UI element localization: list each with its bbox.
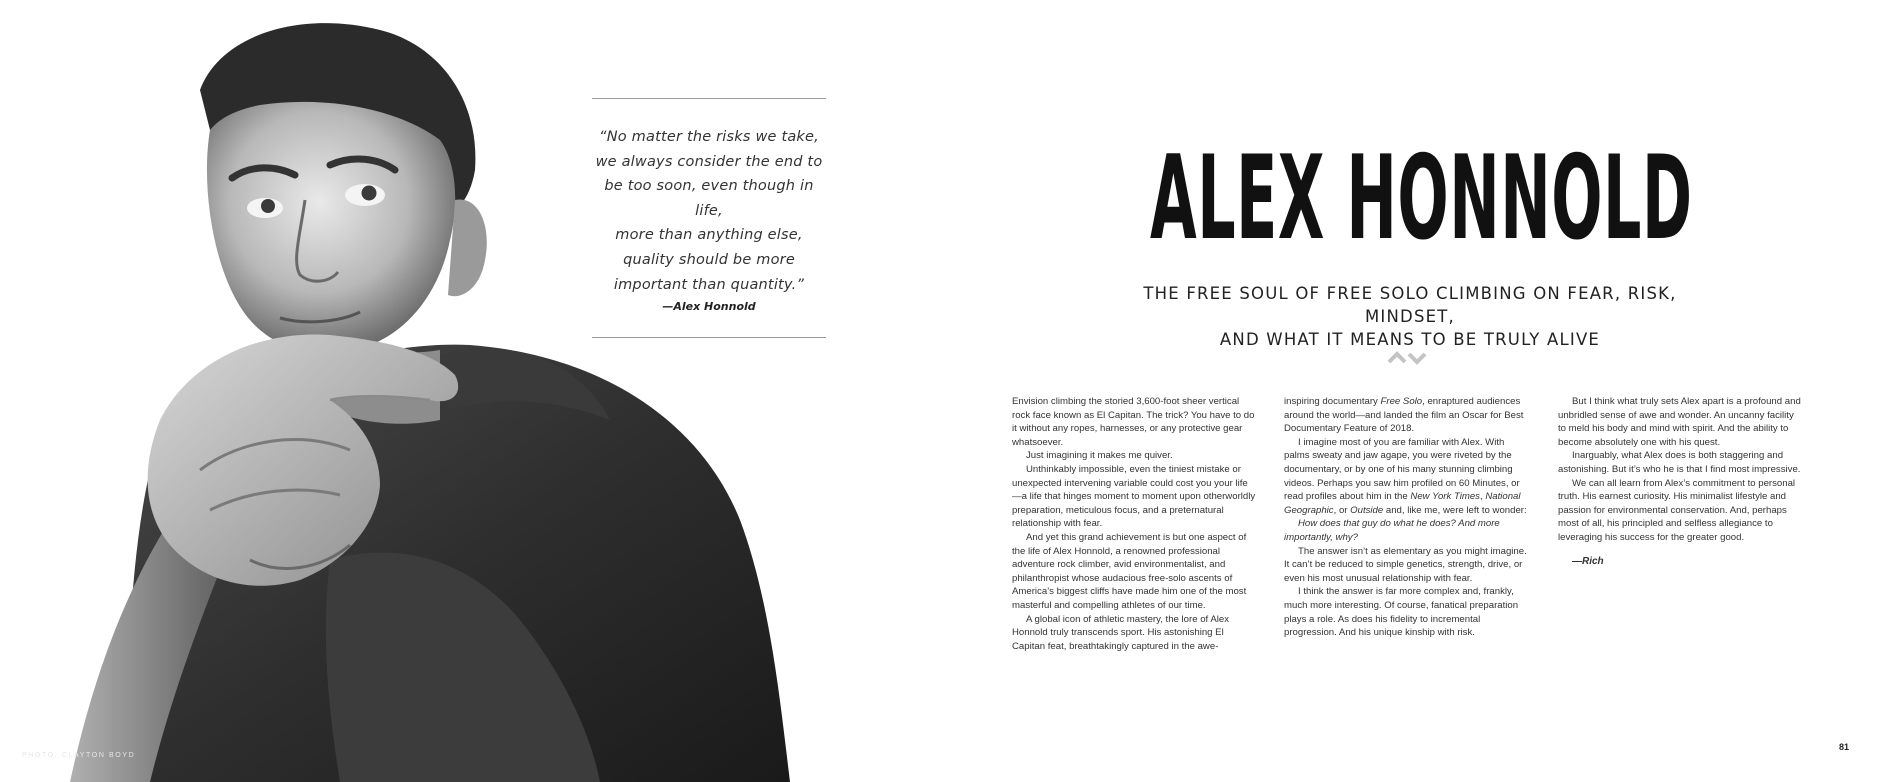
text-run: I imagine most of you are familiar with Alex. With palms sweaty and jaw agape, you were riveted by the documentary, or by one of his many stunning climbing videos. Perhaps you saw him profiled on 60 Minutes, or read profiles about him in the: [1284, 436, 1520, 503]
subtitle-line: THE FREE SOUL OF FREE SOLO CLIMBING ON FEAR, RISK, MINDSET,: [1143, 284, 1677, 326]
photo-credit: PHOTO: CLAYTON BOYD: [22, 752, 136, 759]
article-title: ALEX HONNOLD: [1150, 140, 1693, 265]
text-run: and, like me, were left to wonder:: [1383, 504, 1527, 516]
paragraph: A global icon of athletic mastery, the lore of Alex Honnold truly transcends sport. His astonishing El Capitan feat, breathtakingly captured in the awe-: [1012, 613, 1229, 652]
pull-quote-text: [592, 125, 826, 297]
pull-quote-line: be too soon, even though in life,: [604, 178, 814, 219]
publication-name: National Geographic: [1284, 491, 1521, 516]
body-column-2: [1284, 395, 1529, 640]
article-title-wrap: [1120, 140, 1700, 265]
paragraph: Just imagining it makes me quiver.: [1026, 450, 1173, 462]
pull-quote-line: important than quantity.”: [613, 276, 805, 293]
pull-quote-line: “No matter the risks we take,: [599, 129, 819, 145]
paragraph: [1284, 395, 1529, 436]
article-subtitle: [1110, 282, 1710, 351]
text-run: inspiring documentary: [1284, 396, 1381, 407]
paragraph: And yet this grand achievement is but one aspect of the life of Alex Honnold, a renowned professional adventure rock climber, avid environmentalist, and philanthropist whose audacious free-solo ascents of America’s biggest cliffs have made him one of the most masterful and compelling athletes of our time.: [1012, 531, 1247, 611]
paragraph: We can all learn from Alex’s commitment to personal truth. His earnest curiosity. His minimalist lifestyle and passion for environmental conservation. And, perhaps most of all, his principled and selfless allegiance to leveraging his success for the greater good.: [1558, 477, 1796, 543]
film-title: Free Solo: [1380, 396, 1423, 407]
publication-name: Outside: [1350, 504, 1384, 516]
paragraph: But I think what truly sets Alex apart is a profound and unbridled sense of awe and wonder. An uncanny facility to meld his body and mind with spirit. And the ability to become absolutely one with his quest.: [1558, 396, 1801, 448]
pull-quote-attribution: —Alex Honnold: [662, 300, 756, 314]
publication-name: New York Times: [1410, 491, 1480, 503]
paragraph: Unthinkably impossible, even the tiniest mistake or unexpected intervening variable could cost you your life—a life that hinges moment to moment upon otherworldly preparation, meticulous focus, and a preternatural relationship with fear.: [1012, 463, 1256, 530]
author-signature: —Rich: [1572, 555, 1604, 567]
paragraph: I think the answer is far more complex and, frankly, much more interesting. Of course, fanatical preparation plays a role. As does his fidelity to incremental progression. And his unique kinship with risk.: [1284, 586, 1519, 639]
text-run: , enraptured audiences around the world—and landed the film an Oscar for Best Documentary Feature of 2018.: [1284, 396, 1524, 435]
pull-quote-line: we always consider the end to: [595, 153, 823, 170]
paragraph: The answer isn’t as elementary as you might imagine. It can’t be reduced to simple genetics, strength, drive, or even his most unusual relationship with fear.: [1284, 545, 1527, 584]
pull-quote-line: more than anything else,: [615, 227, 803, 244]
text-run: , or: [1333, 504, 1351, 516]
page-number: 81: [1839, 742, 1850, 752]
body-column-1: [1012, 395, 1257, 653]
text-run: ,: [1479, 491, 1486, 503]
paragraph: Inarguably, what Alex does is both staggering and astonishing. But it’s who he is that I find most impressive.: [1558, 450, 1801, 475]
pull-quote-bottom-rule: [592, 337, 826, 338]
subtitle-line: AND WHAT IT MEANS TO BE TRULY ALIVE: [1219, 330, 1601, 349]
paragraph: [1284, 517, 1529, 544]
pull-quote-line: quality should be more: [623, 251, 795, 268]
paragraph: Envision climbing the storied 3,600-foot sheer vertical rock face known as El Capitan. The trick? You have to do it without any ropes, harnesses, or any protective gear whatsoever.: [1012, 396, 1255, 448]
paragraph: [1284, 436, 1529, 518]
pull-quote: [592, 98, 826, 338]
italic-question: How does that guy do what he does? And more importantly, why?: [1284, 518, 1500, 543]
body-column-3: [1558, 395, 1803, 568]
chevron-up-down-icon: [1385, 349, 1435, 367]
pull-quote-top-rule: [592, 98, 826, 99]
